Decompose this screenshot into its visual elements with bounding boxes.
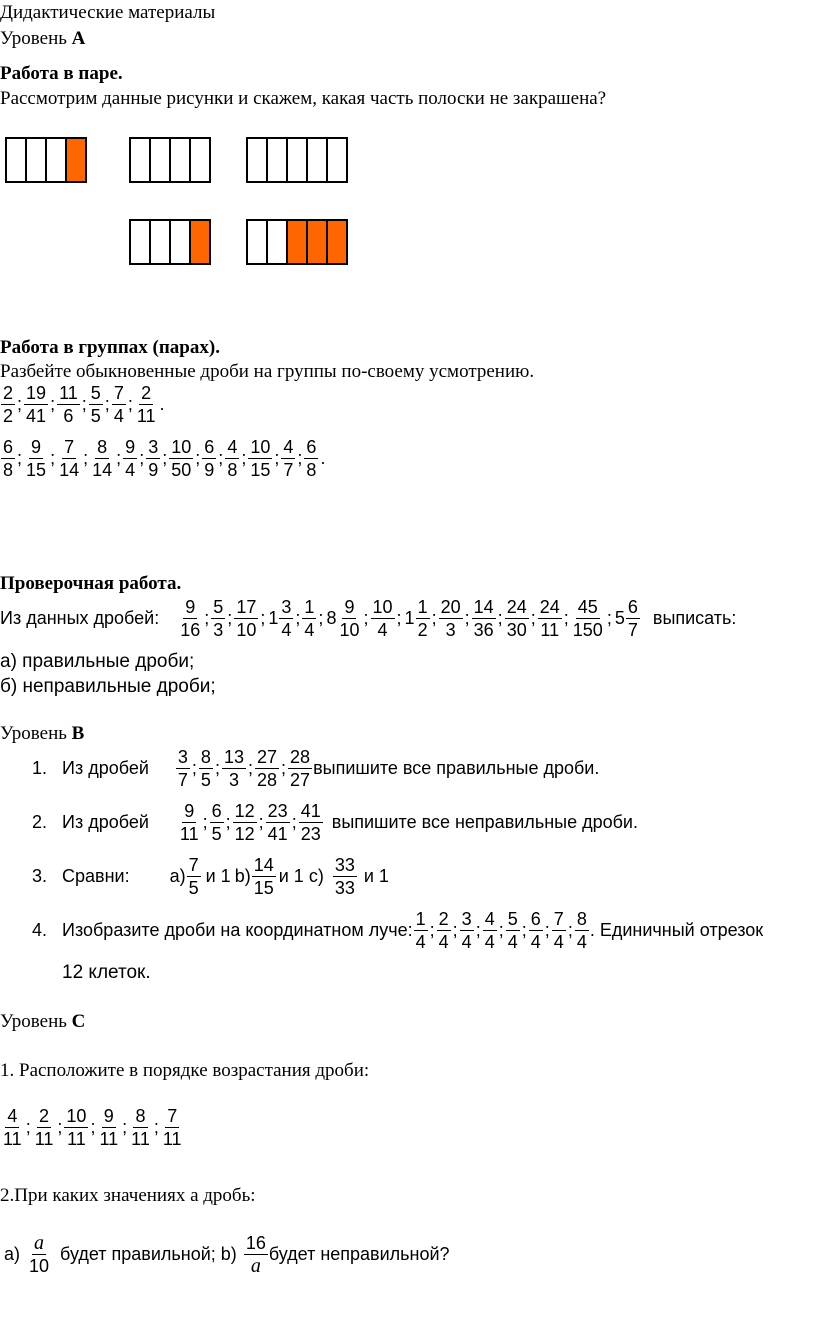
level-a-heading: Уровень А (0, 28, 86, 49)
numerator: 13 (223, 747, 244, 767)
numerator: 1 (415, 909, 426, 929)
strip-5 (246, 219, 348, 265)
numerator: 19 (26, 383, 47, 403)
denominator: 8 (306, 460, 317, 480)
numerator: 7 (553, 909, 564, 929)
fraction (97, 1106, 120, 1149)
separator: ; (475, 920, 481, 940)
level-c-heading: Уровень С (0, 1011, 86, 1032)
denominator: 36 (473, 620, 494, 640)
fraction (299, 801, 323, 844)
fraction (371, 597, 395, 640)
numerator: 8 (576, 909, 587, 929)
strip-cell (7, 137, 27, 183)
denominator: 9 (148, 460, 159, 480)
separator: ; (241, 448, 247, 468)
denominator: 28 (257, 770, 278, 790)
numerator: 8 (200, 747, 211, 767)
denominator: 4 (304, 620, 315, 640)
denominator: 30 (506, 620, 527, 640)
pair-work-title: Работа в паре. (0, 63, 123, 84)
denominator: 41 (267, 824, 288, 844)
separator: . (159, 394, 165, 414)
numerator: 1 (304, 597, 315, 617)
numerator: 7 (64, 437, 75, 457)
strip-cell (248, 137, 268, 183)
denominator: 2 (3, 406, 14, 426)
fraction (281, 437, 295, 480)
task-b1: 1. Из дробей $\frac{3}{7}$ ; $\frac{8}{5}$ ; $\frac{13}{3}$ ; $\frac{27}{28}$ ; $\frac{28}{27}$ выпишите все правильные дроби. (32, 747, 600, 790)
numerator: 3 (148, 437, 159, 457)
separator: ; (81, 394, 87, 414)
fraction (529, 909, 543, 952)
fraction (129, 1106, 152, 1149)
numerator: 20 (440, 597, 461, 617)
fraction (1, 437, 15, 480)
separator: ; (25, 1117, 31, 1137)
denominator: 4 (576, 932, 587, 952)
denominator: 4 (438, 932, 449, 952)
strip-cell (248, 219, 268, 265)
denominator: 4 (415, 932, 426, 952)
numerator: 6 (3, 437, 14, 457)
fraction (57, 383, 80, 426)
strip-cell (328, 137, 348, 183)
strip-cell (268, 137, 288, 183)
denominator: 3 (445, 620, 456, 640)
denominator: 27 (290, 770, 311, 790)
denominator: 50 (171, 460, 192, 480)
separator: ; (195, 448, 201, 468)
numerator: 2 (3, 383, 14, 403)
separator: ; (498, 920, 504, 940)
strip-1 (5, 137, 87, 183)
fraction (337, 597, 361, 640)
strip-cell (171, 219, 191, 265)
denominator: 15 (26, 460, 47, 480)
group-work-title: Работа в группах (парах). (0, 337, 220, 358)
strip-cell-filled (308, 219, 328, 265)
strip-cell-filled (288, 219, 308, 265)
denominator: 5 (90, 406, 101, 426)
task-b3: 3. Сравни: а) $\frac{7}{5}$ и 1 b) $\frac{14}{15}$ и 1 с) $\frac{33}{33}$ и 1 (32, 855, 389, 898)
denominator: 11 (3, 1129, 22, 1149)
numerator: 3 (281, 597, 292, 617)
fraction (266, 801, 290, 844)
fraction (135, 383, 158, 426)
fraction: $\frac{7}{5}$ (188, 855, 199, 898)
numerator: 9 (344, 597, 355, 617)
fraction: $\frac{33}{33}$ (334, 855, 355, 898)
denominator: 4 (281, 620, 292, 640)
denominator: 11 (540, 620, 560, 640)
separator: ; (291, 812, 297, 832)
separator: ; (247, 758, 253, 778)
numerator: 9 (185, 597, 196, 617)
numerator: 7 (113, 383, 124, 403)
fraction (199, 747, 213, 790)
separator: ; (497, 608, 503, 628)
separator: ; (57, 1117, 63, 1137)
numerator: 11 (59, 383, 78, 403)
denominator: 4 (484, 932, 495, 952)
numerator: 8 (97, 437, 108, 457)
numerator: 24 (506, 597, 527, 617)
numerator: 4 (7, 1106, 18, 1126)
denominator: 4 (125, 460, 136, 480)
numerator: 45 (577, 597, 598, 617)
denominator: 4 (507, 932, 518, 952)
numerator: 7 (167, 1106, 178, 1126)
denominator: 7 (177, 770, 188, 790)
denominator: 4 (377, 620, 388, 640)
whole-part: 1 (404, 608, 415, 628)
separator: ; (363, 608, 369, 628)
separator: ; (204, 608, 210, 628)
separator: ; (50, 394, 56, 414)
document-title: Дидактические материалы (0, 2, 216, 23)
denominator: 150 (572, 620, 603, 640)
denominator: 11 (67, 1129, 86, 1149)
task-b4: 4. Изобразите дроби на координатном луче: $\frac{1}{4}$ ; $\frac{2}{4}$ ; $\frac{3}{4}$ ; $\frac{4}{4}$ ; $\frac{5}{4}$ ; $\frac{6}{4}$ ; $\frac{7}{4}$ ; $\frac{8}{4}$ . Единичный отрезок (32, 909, 764, 952)
separator: ; (281, 758, 287, 778)
denominator: 16 (180, 620, 201, 640)
strip-cell (151, 137, 171, 183)
denominator: 15 (250, 460, 271, 480)
fraction (24, 437, 48, 480)
numerator: 10 (372, 597, 393, 617)
fraction (437, 909, 451, 952)
fraction (304, 437, 318, 480)
fraction (255, 747, 279, 790)
fraction (483, 909, 497, 952)
numerator: 3 (177, 747, 188, 767)
numerator: 6 (204, 437, 215, 457)
separator: ; (297, 448, 303, 468)
fraction (210, 801, 224, 844)
separator: ; (563, 608, 569, 628)
denominator: 11 (34, 1129, 54, 1149)
separator: ; (17, 394, 23, 414)
separator: ; (122, 1117, 128, 1137)
numerator: 8 (135, 1106, 146, 1126)
denominator: 4 (553, 932, 564, 952)
numerator: 2 (141, 383, 152, 403)
numerator: 10 (66, 1106, 87, 1126)
denominator: 14 (92, 460, 113, 480)
separator: ; (214, 758, 220, 778)
separator: ; (227, 608, 233, 628)
separator: ; (116, 448, 122, 468)
denominator: 3 (228, 770, 239, 790)
fraction (211, 597, 225, 640)
separator: ; (521, 920, 527, 940)
separator: ; (90, 1117, 96, 1137)
fraction (89, 383, 103, 426)
separator: ; (530, 608, 536, 628)
fraction (1, 383, 15, 426)
separator: ; (464, 608, 470, 628)
fraction (538, 597, 562, 640)
fraction (460, 909, 474, 952)
numerator: 2 (39, 1106, 50, 1126)
strip-cell (191, 137, 211, 183)
separator: ; (295, 608, 301, 628)
fraction (24, 383, 48, 426)
denominator: 5 (211, 824, 222, 844)
fraction (33, 1106, 56, 1149)
fraction (505, 597, 529, 640)
numerator: 27 (257, 747, 278, 767)
strip-4 (129, 219, 211, 265)
check-work-fractions (177, 597, 641, 640)
denominator: 8 (227, 460, 238, 480)
separator: ; (429, 920, 435, 940)
fraction: $\frac{a}{10}$ (29, 1232, 50, 1276)
numerator: 24 (539, 597, 560, 617)
fraction (575, 909, 589, 952)
task-b4-continuation: 12 клеток. (62, 962, 151, 983)
fraction (234, 597, 258, 640)
denominator: 11 (136, 406, 156, 426)
numerator: 9 (125, 437, 136, 457)
numerator: 4 (283, 437, 294, 457)
separator: ; (83, 448, 89, 468)
strip-cell (151, 219, 171, 265)
denominator: 11 (162, 1129, 182, 1149)
numerator: 9 (184, 801, 195, 821)
numerator: 28 (290, 747, 311, 767)
separator: ; (218, 448, 224, 468)
denominator: 8 (3, 460, 14, 480)
level-b-heading: Уровень В (0, 723, 85, 744)
separator: ; (50, 448, 56, 468)
separator: ; (452, 920, 458, 940)
fraction (169, 437, 193, 480)
separator: ; (225, 812, 231, 832)
numerator: 41 (300, 801, 321, 821)
strip-cell (27, 137, 47, 183)
numerator: 5 (507, 909, 518, 929)
check-work-line (0, 597, 736, 640)
task-c1-fractions (0, 1106, 185, 1149)
fraction (225, 437, 239, 480)
task-c2-line: а) $\frac{a}{10}$ будет правильной; b) $\frac{16}{a}$ будет неправильной? (4, 1232, 450, 1277)
strip-cell (131, 137, 151, 183)
fraction (439, 597, 463, 640)
strip-cell (47, 137, 67, 183)
strip-2 (129, 137, 211, 183)
numerator: 12 (234, 801, 255, 821)
fraction (176, 747, 190, 790)
numerator: 4 (484, 909, 495, 929)
denominator: 10 (236, 620, 257, 640)
numerator: 17 (236, 597, 257, 617)
numerator: 23 (267, 801, 288, 821)
fraction (248, 437, 272, 480)
fraction (146, 437, 160, 480)
fraction (416, 597, 430, 640)
numerator: 10 (171, 437, 192, 457)
strip-cell (171, 137, 191, 183)
denominator: 11 (99, 1129, 119, 1149)
task-c2: 2.При каких значениях а дробь: (0, 1185, 256, 1206)
fraction (233, 801, 257, 844)
strip-cell (288, 137, 308, 183)
separator: ; (191, 758, 197, 778)
fraction (123, 437, 137, 480)
numerator: 4 (227, 437, 238, 457)
denominator: 9 (204, 460, 215, 480)
fraction (414, 909, 428, 952)
separator: ; (396, 608, 402, 628)
whole-part: 5 (614, 608, 625, 628)
separator: ; (274, 448, 280, 468)
numerator: 14 (473, 597, 494, 617)
strip-3 (246, 137, 348, 183)
fraction (202, 437, 216, 480)
strip-cell-filled (191, 219, 211, 265)
denominator: 7 (283, 460, 294, 480)
fraction (178, 597, 202, 640)
check-item-b: б) неправильные дроби; (0, 676, 216, 697)
strip-cell-filled (67, 137, 87, 183)
separator: ; (544, 920, 550, 940)
fraction (626, 597, 640, 640)
separator: ; (431, 608, 437, 628)
fraction: $\frac{16}{a}$ (245, 1233, 266, 1277)
group-fractions-row-2 (0, 437, 326, 480)
numerator: 6 (530, 909, 541, 929)
separator: ; (17, 448, 23, 468)
denominator: 5 (200, 770, 211, 790)
pair-work-question: Рассмотрим данные рисунки и скажем, какая часть полоски не закрашена? (0, 88, 607, 109)
denominator: 6 (63, 406, 74, 426)
separator: ; (104, 394, 110, 414)
denominator: 3 (213, 620, 224, 640)
denominator: 14 (59, 460, 80, 480)
separator: ; (202, 812, 208, 832)
numerator: 6 (211, 801, 222, 821)
separator: . (320, 448, 326, 468)
fraction (288, 747, 312, 790)
check-work-intro: Из данных дробей: (0, 608, 160, 628)
denominator: 2 (417, 620, 428, 640)
task-c1: 1. Расположите в порядке возрастания дроби: (0, 1060, 370, 1081)
fraction (222, 747, 246, 790)
separator: ; (606, 608, 612, 628)
denominator: 4 (113, 406, 124, 426)
denominator: 11 (131, 1129, 150, 1149)
strip-cell (268, 219, 288, 265)
separator: ; (567, 920, 573, 940)
strip-cell (131, 219, 151, 265)
fraction: $\frac{14}{15}$ (253, 855, 274, 898)
numerator: 5 (90, 383, 101, 403)
numerator: 9 (31, 437, 42, 457)
fraction (552, 909, 566, 952)
denominator: 10 (339, 620, 360, 640)
denominator: 11 (179, 824, 199, 844)
numerator: 9 (103, 1106, 114, 1126)
fraction (506, 909, 520, 952)
separator: ; (260, 608, 266, 628)
fraction (90, 437, 114, 480)
separator: ; (318, 608, 324, 628)
numerator: 6 (627, 597, 638, 617)
whole-part: 1 (268, 608, 279, 628)
fraction (1, 1106, 24, 1149)
strip-cell-filled (328, 219, 348, 265)
numerator: 5 (213, 597, 224, 617)
numerator: 3 (461, 909, 472, 929)
denominator: 12 (234, 824, 255, 844)
check-item-a: а) правильные дроби; (0, 651, 195, 672)
fraction (64, 1106, 88, 1149)
strip-cell (308, 137, 328, 183)
task-b2: 2. Из дробей $\frac{9}{11}$ ; $\frac{6}{5}$ ; $\frac{12}{12}$ ; $\frac{23}{41}$ ; $\frac{41}{23}$ выпишите все неправильные дроби. (32, 801, 638, 844)
separator: ; (139, 448, 145, 468)
whole-part: 8 (326, 608, 337, 628)
numerator: 2 (438, 909, 449, 929)
group-fractions-row-1 (0, 383, 166, 426)
separator: ; (162, 448, 168, 468)
numerator: 1 (417, 597, 428, 617)
denominator: 7 (627, 620, 638, 640)
separator: ; (127, 394, 133, 414)
fraction (178, 801, 201, 844)
group-work-instruction: Разбейте обыкновенные дроби на группы по-своему усмотрению. (0, 361, 535, 382)
fraction (112, 383, 126, 426)
fraction (302, 597, 316, 640)
check-work-title: Проверочная работа. (0, 573, 182, 594)
numerator: 6 (306, 437, 317, 457)
fraction (279, 597, 293, 640)
denominator: 41 (26, 406, 47, 426)
separator: ; (258, 812, 264, 832)
check-work-action: выписать: (652, 608, 737, 628)
denominator: 23 (300, 824, 321, 844)
fraction (571, 597, 605, 640)
separator: ; (153, 1117, 159, 1137)
fraction (57, 437, 81, 480)
numerator: 10 (250, 437, 271, 457)
fraction (472, 597, 496, 640)
denominator: 4 (530, 932, 541, 952)
fraction (161, 1106, 184, 1149)
denominator: 4 (461, 932, 472, 952)
